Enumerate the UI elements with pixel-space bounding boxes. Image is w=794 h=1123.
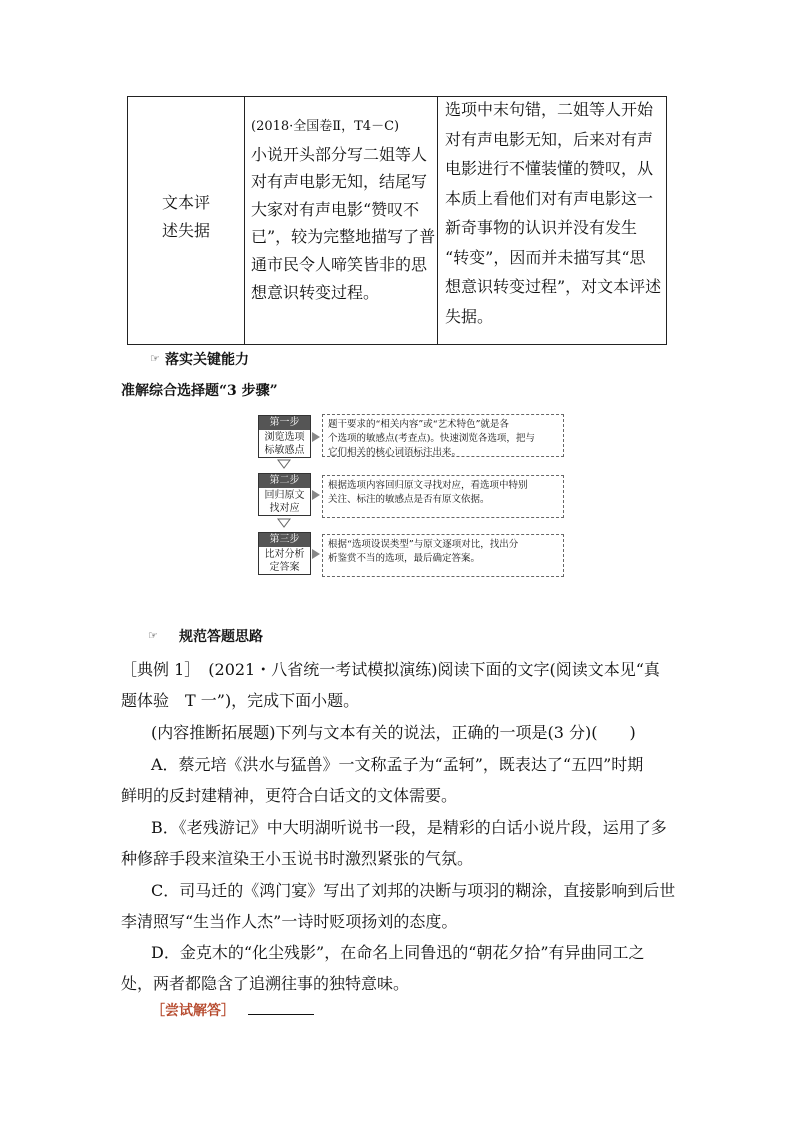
step-3-box bbox=[258, 532, 311, 575]
step-3-description: 根据“选项设误类型”与原文逐项对比，找出分 析鉴赏不当的选项，最后确定答案。 bbox=[322, 534, 564, 577]
option-d-line-1: D．金克木的“化尘残影”，在命名上同鲁迅的“朝花夕拾”有异曲同工之 bbox=[151, 943, 645, 962]
option-text-line: 想意识转变过程。 bbox=[251, 282, 380, 302]
step-name-line: 浏览选项 bbox=[264, 432, 305, 443]
explanation-line: 想意识转变过程”，对文本评述 bbox=[445, 277, 662, 296]
right-arrow-icon bbox=[312, 549, 320, 559]
option-text-line: 对有声电影无知，结尾写 bbox=[251, 172, 428, 192]
step-tag: 第一步 bbox=[259, 416, 310, 430]
subtitle-three-steps: 准解综合选择题“3 步骤” bbox=[121, 383, 278, 399]
analysis-table bbox=[127, 96, 667, 345]
step-name-line: 找对应 bbox=[269, 503, 300, 514]
explanation-line: 对有声电影无知，后来对有声 bbox=[445, 129, 654, 149]
option-a-line-1: A．蔡元培《洪水与猛兽》一文称孟子为“孟轲”，既表达了“五四”时期 bbox=[151, 755, 644, 774]
step-name-line: 标敏感点 bbox=[264, 445, 305, 456]
step-1-box bbox=[258, 415, 311, 458]
step-2-box bbox=[258, 473, 311, 516]
option-text-line: 通市民令人啼笑皆非的思 bbox=[251, 254, 428, 274]
section-heading-key-ability: 落实关键能力 bbox=[165, 352, 249, 368]
step-name-line: 回归原文 bbox=[264, 490, 305, 501]
option-text-line: 已”，较为完整地描写了普 bbox=[251, 227, 436, 247]
explanation-cell bbox=[438, 97, 666, 344]
option-text-line: 大家对有声电影“赞叹不 bbox=[251, 199, 420, 219]
step-tag: 第三步 bbox=[259, 533, 310, 547]
step-name-line: 定答案 bbox=[269, 562, 300, 573]
option-c-line-2: 李清照写“生当作人杰”一诗时贬项扬刘的态度。 bbox=[121, 912, 458, 931]
answer-blank[interactable] bbox=[248, 1014, 314, 1015]
explanation-line: 失据。 bbox=[445, 306, 494, 326]
option-text-cell bbox=[245, 97, 438, 344]
example-intro-line-2: 题体验 T 一”)，完成下面小题。 bbox=[121, 691, 360, 710]
step-1-description: 题干要求的“相关内容”或“艺术特色”就是各 个选项的敏感点(考查点)。快速浏览各选项，把与 它们相关的核心词语标注出来。 bbox=[322, 414, 564, 457]
try-answer-label: ［尝试解答］ bbox=[151, 1003, 235, 1019]
explanation-line: 选项中末句错，二姐等人开始 bbox=[445, 100, 654, 119]
step-2-description: 根据选项内容回归原文寻找对应，看选项中特别 关注、标注的敏感点是否有原文依据。 bbox=[322, 475, 564, 518]
category-label: 文本评 述失据 bbox=[161, 193, 210, 240]
down-arrow-icon bbox=[277, 459, 291, 469]
source-citation: (2018·全国卷Ⅱ，T4－C) bbox=[251, 119, 400, 134]
explanation-line: “转变”，因而并未描写其“思 bbox=[445, 247, 646, 267]
right-arrow-icon bbox=[312, 490, 320, 500]
pointing-hand-icon: ☞ bbox=[150, 352, 160, 365]
option-d-line-2: 处，两者都隐含了追溯往事的独特意味。 bbox=[121, 974, 410, 993]
option-c-line-1: C．司马迁的《鸿门宴》写出了刘邦的决断与项羽的糊涂，直接影响到后世 bbox=[151, 881, 676, 900]
category-cell bbox=[128, 97, 245, 344]
right-arrow-icon bbox=[312, 432, 320, 442]
step-name-line: 比对分析 bbox=[264, 549, 305, 560]
down-arrow-icon bbox=[277, 518, 291, 528]
option-b-line-1: B．《老残游记》中大明湖听说书一段，是精彩的白话小说片段，运用了多 bbox=[151, 818, 667, 837]
step-tag: 第二步 bbox=[259, 474, 310, 488]
explanation-line: 新奇事物的认识并没有发生 bbox=[445, 218, 638, 237]
option-text-line: 小说开头部分写二姐等人 bbox=[251, 144, 428, 164]
pointing-hand-icon: ☞ bbox=[148, 629, 158, 642]
option-a-line-2: 鲜明的反封建精神，更符合白话文的文体需要。 bbox=[121, 786, 458, 805]
question-stem: (内容推断拓展题)下列与文本有关的说法，正确的一项是(3 分)( ) bbox=[151, 723, 636, 742]
option-b-line-2: 种修辞手段来渲染王小玉说书时激烈紧张的气氛。 bbox=[121, 849, 474, 868]
explanation-line: 电影进行不懂装懂的赞叹，从 bbox=[445, 159, 654, 178]
section-heading-answer-approach: 规范答题思路 bbox=[179, 629, 263, 645]
example-intro-line-1: ［典例 1］ (2021・八省统一考试模拟演练)阅读下面的文字(阅读文本见“真 bbox=[121, 660, 660, 679]
three-step-flow-diagram bbox=[258, 412, 568, 580]
explanation-line: 本质上看他们对有声电影这一 bbox=[445, 188, 654, 208]
